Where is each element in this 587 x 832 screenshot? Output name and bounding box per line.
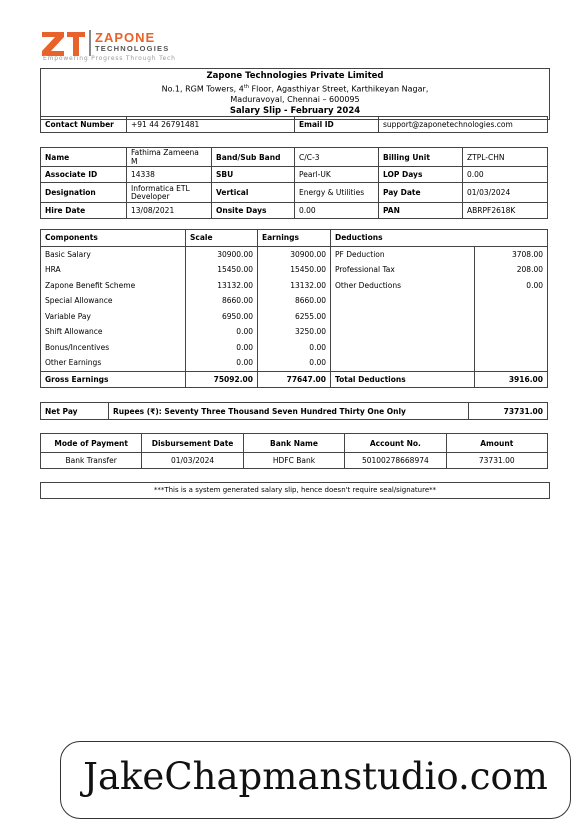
slip-title: Salary Slip - February 2024 — [229, 105, 361, 116]
designation-label: Designation — [41, 183, 127, 203]
component-name: Zapone Benefit Scheme — [41, 278, 186, 294]
component-row — [41, 278, 548, 294]
earnings-header: Earnings — [258, 230, 331, 247]
name-value: Fathima Zameena M — [127, 148, 212, 167]
component-earnings: 3250.00 — [258, 324, 331, 340]
component-scale: 13132.00 — [186, 278, 258, 294]
deduction-amount — [475, 324, 548, 340]
deduction-name: Professional Tax — [331, 262, 475, 278]
deduction-amount — [475, 355, 548, 371]
gross-earnings-total: 77647.00 — [258, 371, 331, 388]
component-name: Shift Allowance — [41, 324, 186, 340]
net-pay-words: Rupees (₹): Seventy Three Thousand Seven Hundred Thirty One Only — [109, 403, 469, 420]
sbu-value: Pearl-UK — [295, 167, 379, 183]
amount-value: 73731.00 — [446, 453, 547, 469]
pan-label: PAN — [379, 203, 463, 219]
component-scale: 0.00 — [186, 324, 258, 340]
deduction-name: PF Deduction — [331, 246, 475, 262]
watermark-banner: JakeChapmanstudio.com — [60, 741, 571, 819]
deduction-name: Other Deductions — [331, 278, 475, 294]
company-address-line-2: Maduravoyal, Chennai – 600095 — [230, 95, 360, 105]
disbursement-date-value: 01/03/2024 — [142, 453, 243, 469]
component-row — [41, 355, 548, 371]
deduction-name — [331, 309, 475, 325]
logo-brand-sub: TECHNOLOGIES — [95, 44, 170, 53]
gross-earnings-label: Gross Earnings — [41, 371, 186, 388]
component-row — [41, 309, 548, 325]
hire-date-label: Hire Date — [41, 203, 127, 219]
component-row — [41, 340, 548, 356]
logo-tagline: Empowering Progress Through Tech — [43, 55, 176, 62]
component-earnings: 30900.00 — [258, 246, 331, 262]
payment-table — [40, 433, 548, 469]
pay-date-value: 01/03/2024 — [463, 183, 548, 203]
associate-id-value: 14338 — [127, 167, 212, 183]
component-name: Basic Salary — [41, 246, 186, 262]
component-row — [41, 246, 548, 262]
hire-date-value: 13/08/2021 — [127, 203, 212, 219]
components-header: Components — [41, 230, 186, 247]
component-earnings: 6255.00 — [258, 309, 331, 325]
component-scale: 30900.00 — [186, 246, 258, 262]
deductions-header: Deductions — [331, 230, 548, 247]
amount-header: Amount — [446, 434, 547, 453]
deduction-amount — [475, 293, 548, 309]
sbu-label: SBU — [212, 167, 295, 183]
contact-number-label: Contact Number — [41, 117, 127, 133]
vertical-label: Vertical — [212, 183, 295, 203]
lop-days-value: 0.00 — [463, 167, 548, 183]
email-label: Email ID — [295, 117, 379, 133]
deduction-amount — [475, 340, 548, 356]
employee-details-table — [40, 147, 548, 219]
logo-brand-name: ZAPONE — [95, 30, 156, 45]
component-name: Bonus/Incentives — [41, 340, 186, 356]
mode-of-payment-value: Bank Transfer — [41, 453, 142, 469]
deduction-name — [331, 340, 475, 356]
net-pay-amount: 73731.00 — [469, 403, 548, 420]
band-value: C/C-3 — [295, 148, 379, 167]
component-name: Other Earnings — [41, 355, 186, 371]
gross-scale-total: 75092.00 — [186, 371, 258, 388]
bank-name-value: HDFC Bank — [243, 453, 344, 469]
component-earnings: 0.00 — [258, 340, 331, 356]
company-name: Zapone Technologies Private Limited — [206, 71, 384, 81]
component-earnings: 15450.00 — [258, 262, 331, 278]
component-name: HRA — [41, 262, 186, 278]
company-header — [40, 68, 550, 120]
scale-header: Scale — [186, 230, 258, 247]
company-address-line-1: No.1, RGM Towers, 4th Floor, Agasthiyar Street, Karthikeyan Nagar, — [161, 84, 429, 94]
deduction-amount — [475, 309, 548, 325]
deduction-name — [331, 355, 475, 371]
pay-date-label: Pay Date — [379, 183, 463, 203]
component-scale: 0.00 — [186, 355, 258, 371]
total-deductions-label: Total Deductions — [331, 371, 475, 388]
component-scale: 15450.00 — [186, 262, 258, 278]
disbursement-date-header: Disbursement Date — [142, 434, 243, 453]
component-scale: 6950.00 — [186, 309, 258, 325]
contact-table — [40, 116, 548, 133]
component-earnings: 8660.00 — [258, 293, 331, 309]
contact-number-value: +91 44 26791481 — [127, 117, 295, 133]
pan-value: ABRPF2618K — [463, 203, 548, 219]
billing-unit-label: Billing Unit — [379, 148, 463, 167]
component-row — [41, 293, 548, 309]
associate-id-label: Associate ID — [41, 167, 127, 183]
onsite-days-label: Onsite Days — [212, 203, 295, 219]
net-pay-label: Net Pay — [41, 403, 109, 420]
email-value: support@zaponetechnologies.com — [379, 117, 548, 133]
billing-unit-value: ZTPL-CHN — [463, 148, 548, 167]
deduction-name — [331, 324, 475, 340]
band-label: Band/Sub Band — [212, 148, 295, 167]
net-pay-table — [40, 402, 548, 420]
component-scale: 8660.00 — [186, 293, 258, 309]
system-generated-note: ***This is a system generated salary slip, hence doesn't require seal/signature** — [40, 482, 550, 499]
onsite-days-value: 0.00 — [295, 203, 379, 219]
component-name: Special Allowance — [41, 293, 186, 309]
component-earnings: 13132.00 — [258, 278, 331, 294]
vertical-value: Energy & Utilities — [295, 183, 379, 203]
component-name: Variable Pay — [41, 309, 186, 325]
deduction-amount: 208.00 — [475, 262, 548, 278]
salary-components-table — [40, 229, 548, 388]
mode-of-payment-header: Mode of Payment — [41, 434, 142, 453]
bank-name-header: Bank Name — [243, 434, 344, 453]
designation-value: Informatica ETL Developer — [127, 183, 212, 203]
component-row — [41, 324, 548, 340]
name-label: Name — [41, 148, 127, 167]
component-scale: 0.00 — [186, 340, 258, 356]
account-no-value: 50100278668974 — [345, 453, 446, 469]
zt-logo-icon — [42, 32, 86, 56]
component-earnings: 0.00 — [258, 355, 331, 371]
component-row — [41, 262, 548, 278]
deduction-name — [331, 293, 475, 309]
lop-days-label: LOP Days — [379, 167, 463, 183]
account-no-header: Account No. — [345, 434, 446, 453]
deduction-amount: 3708.00 — [475, 246, 548, 262]
total-deductions-value: 3916.00 — [475, 371, 548, 388]
deduction-amount: 0.00 — [475, 278, 548, 294]
